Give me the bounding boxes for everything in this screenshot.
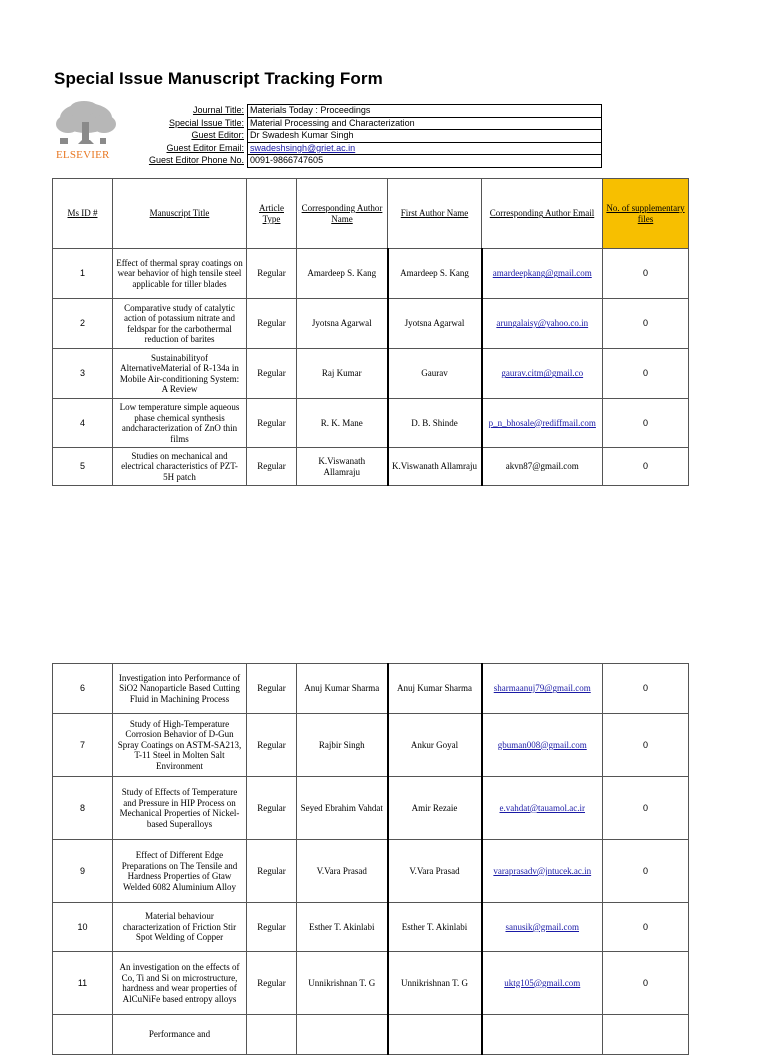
first-author-cell (388, 1015, 482, 1055)
article-type-cell: Regular (247, 448, 297, 486)
first-author-cell: V.Vara Prasad (388, 840, 482, 903)
corresponding-author-cell: Amardeep S. Kang (297, 249, 388, 299)
manuscript-title-cell: Sustainabilityof AlternativeMaterial of R-134a in Mobile Air-conditioning System: A Review (113, 349, 247, 399)
special-issue-title-value: Material Processing and Characterization (248, 117, 602, 130)
journal-title-row (130, 105, 602, 118)
first-author-cell: Esther T. Akinlabi (388, 903, 482, 952)
article-type-cell: Regular (247, 299, 297, 349)
corresponding-email-cell[interactable]: p_n_bhosale@rediffmail.com (482, 399, 603, 448)
manuscript-title-cell: Effect of Different Edge Preparations on The Tensile and Hardness Properties of Gtaw Welded 6082 Aluminium Alloy (113, 840, 247, 903)
article-type-cell: Regular (247, 840, 297, 903)
ms-id-cell: 8 (53, 777, 113, 840)
corresponding-author-cell: Rajbir Singh (297, 714, 388, 777)
table-row (53, 714, 689, 777)
ms-id-cell: 4 (53, 399, 113, 448)
corresponding-email-cell[interactable]: amardeepkang@gmail.com (482, 249, 603, 299)
table-header-row (53, 179, 689, 249)
guest-editor-value: Dr Swadesh Kumar Singh (248, 130, 602, 143)
manuscript-title-cell: Studies on mechanical and electrical characteristics of PZT-5H patch (113, 448, 247, 486)
guest-editor-row (130, 130, 602, 143)
header-corresponding-author: Corresponding Author Name (297, 179, 388, 249)
supplementary-files-count: 0 (603, 903, 689, 952)
guest-editor-phone-value: 0091-9866747605 (248, 155, 602, 168)
supplementary-files-count (603, 1015, 689, 1055)
manuscript-title-cell: Study of High-Temperature Corrosion Behavior of D-Gun Spray Coatings on ASTM-SA213, T-11 Steel in Molten Salt Environment (113, 714, 247, 777)
table-row (53, 1015, 689, 1055)
first-author-cell: Gaurav (388, 349, 482, 399)
manuscript-info (130, 104, 602, 168)
elsevier-logo-text: ELSEVIER (56, 149, 110, 161)
supplementary-files-count: 0 (603, 840, 689, 903)
first-author-cell: Anuj Kumar Sharma (388, 664, 482, 714)
supplementary-files-count: 0 (603, 299, 689, 349)
article-type-cell: Regular (247, 903, 297, 952)
ms-id-cell: 1 (53, 249, 113, 299)
header-supplementary-files: No. of supplementary files (603, 179, 689, 249)
table-row (53, 903, 689, 952)
supplementary-files-count: 0 (603, 448, 689, 486)
corresponding-author-cell: K.Viswanath Allamraju (297, 448, 388, 486)
supplementary-files-count: 0 (603, 664, 689, 714)
ms-id-cell: 5 (53, 448, 113, 486)
guest-editor-email-link[interactable]: swadeshsingh@griet.ac.in (250, 142, 356, 153)
field-label: Guest Editor Email: (166, 142, 244, 153)
article-type-cell: Regular (247, 952, 297, 1015)
manuscript-title-cell: Investigation into Performance of SiO2 Nanoparticle Based Cutting Fluid in Machining Process (113, 664, 247, 714)
manuscript-title-cell: Material behaviour characterization of Friction Stir Spot Welding of Copper (113, 903, 247, 952)
corresponding-author-cell: Unnikrishnan T. G (297, 952, 388, 1015)
corresponding-author-cell: Anuj Kumar Sharma (297, 664, 388, 714)
corresponding-author-cell (297, 1015, 388, 1055)
corresponding-email-cell[interactable]: varaprasadv@jntucek.ac.in (482, 840, 603, 903)
guest-editor-email-cell (248, 142, 602, 155)
table-row (53, 777, 689, 840)
corresponding-author-cell: Esther T. Akinlabi (297, 903, 388, 952)
first-author-cell: Amardeep S. Kang (388, 249, 482, 299)
table-row (53, 299, 689, 349)
article-type-cell (247, 1015, 297, 1055)
manuscript-title-cell: Study of Effects of Temperature and Pressure in HIP Process on Mechanical Properties of Nickel-based Superalloys (113, 777, 247, 840)
manuscript-title-cell: Low temperature simple aqueous phase chemical synthesis andcharacterization of ZnO thin films (113, 399, 247, 448)
corresponding-email-cell[interactable]: akvn87@gmail.com (482, 448, 603, 486)
ms-id-cell (53, 1015, 113, 1055)
table-row (53, 249, 689, 299)
header-article-type: Article Type (247, 179, 297, 249)
ms-id-cell: 11 (53, 952, 113, 1015)
first-author-cell: Ankur Goyal (388, 714, 482, 777)
article-type-cell: Regular (247, 777, 297, 840)
supplementary-files-count: 0 (603, 249, 689, 299)
ms-id-cell: 2 (53, 299, 113, 349)
ms-id-cell: 9 (53, 840, 113, 903)
corresponding-email-cell (482, 1015, 603, 1055)
header-corresponding-email: Corresponding Author Email (482, 179, 603, 249)
first-author-cell: K.Viswanath Allamraju (388, 448, 482, 486)
corresponding-email-cell[interactable]: arungalaisy@yahoo.co.in (482, 299, 603, 349)
ms-id-cell: 6 (53, 664, 113, 714)
first-author-cell: Jyotsna Agarwal (388, 299, 482, 349)
manuscript-table-continued (52, 663, 689, 1055)
table-row (53, 840, 689, 903)
corresponding-email-cell[interactable]: sharmaanuj79@gmail.com (482, 664, 603, 714)
first-author-cell: Unnikrishnan T. G (388, 952, 482, 1015)
supplementary-files-count: 0 (603, 952, 689, 1015)
corresponding-author-cell: V.Vara Prasad (297, 840, 388, 903)
field-label: Guest Editor: (191, 130, 244, 141)
manuscript-title-cell: An investigation on the effects of Co, Ti and Si on microstructure, hardness and wear properties of AlCuNiFe based entropy alloys (113, 952, 247, 1015)
supplementary-files-count: 0 (603, 714, 689, 777)
header-ms-id: Ms ID # (53, 179, 113, 249)
corresponding-email-cell[interactable]: e.vahdat@tauamol.ac.ir (482, 777, 603, 840)
first-author-cell: D. B. Shinde (388, 399, 482, 448)
manuscript-table (52, 178, 689, 486)
journal-title-value: Materials Today : Proceedings (248, 105, 602, 118)
ms-id-cell: 10 (53, 903, 113, 952)
field-label: Guest Editor Phone No. (148, 155, 244, 166)
article-type-cell: Regular (247, 714, 297, 777)
corresponding-author-cell: Seyed Ebrahim Vahdat (297, 777, 388, 840)
supplementary-files-count: 0 (603, 399, 689, 448)
special-issue-title-row (130, 117, 602, 130)
table-row (53, 448, 689, 486)
corresponding-email-cell[interactable]: gaurav.citm@gmail.co (482, 349, 603, 399)
guest-editor-phone-row (130, 155, 602, 168)
table-row (53, 349, 689, 399)
article-type-cell: Regular (247, 399, 297, 448)
header-manuscript-title: Manuscript Title (113, 179, 247, 249)
article-type-cell: Regular (247, 249, 297, 299)
corresponding-author-cell: Jyotsna Agarwal (297, 299, 388, 349)
corresponding-email-cell[interactable]: sanusik@gmail.com (482, 903, 603, 952)
header-first-author: First Author Name (388, 179, 482, 249)
field-label: Special Issue Title: (168, 117, 244, 128)
supplementary-files-count: 0 (603, 349, 689, 399)
table-row (53, 952, 689, 1015)
manuscript-title-cell: Comparative study of catalytic action of potassium nitrate and feldspar for the carbothermal reduction of barites (113, 299, 247, 349)
table-row (53, 664, 689, 714)
table-row (53, 399, 689, 448)
field-label: Journal Title: (192, 105, 244, 116)
article-type-cell: Regular (247, 349, 297, 399)
article-type-cell: Regular (247, 664, 297, 714)
corresponding-author-cell: R. K. Mane (297, 399, 388, 448)
supplementary-files-count: 0 (603, 777, 689, 840)
corresponding-email-cell[interactable]: gbuman008@gmail.com (482, 714, 603, 777)
manuscript-title-cell: Performance and (113, 1015, 247, 1055)
ms-id-cell: 3 (53, 349, 113, 399)
page-title: Special Issue Manuscript Tracking Form (54, 69, 383, 88)
manuscript-title-cell: Effect of thermal spray coatings on wear behavior of high tensile steel applicable for tiller blades (113, 249, 247, 299)
first-author-cell: Amir Rezaie (388, 777, 482, 840)
guest-editor-email-row (130, 142, 602, 155)
corresponding-author-cell: Raj Kumar (297, 349, 388, 399)
corresponding-email-cell[interactable]: uktg105@gmail.com (482, 952, 603, 1015)
ms-id-cell: 7 (53, 714, 113, 777)
